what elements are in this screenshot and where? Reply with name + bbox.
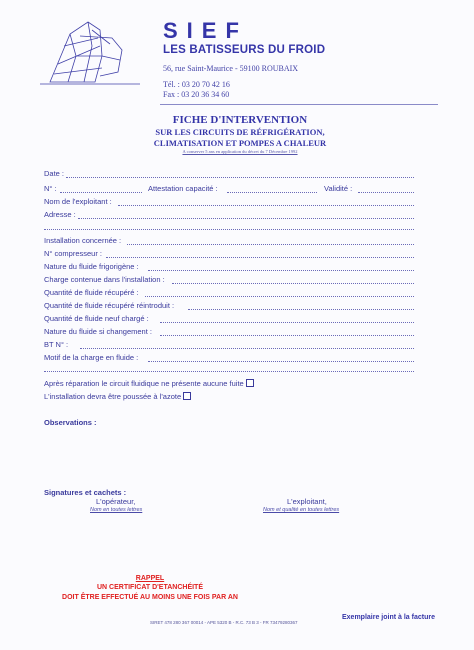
form-title-line2: CLIMATISATION ET POMPES A CHALEUR — [153, 138, 327, 148]
date-label: Date : — [44, 169, 65, 178]
azote-checkbox[interactable] — [183, 392, 191, 400]
fluide-neuf-label: Quantité de fluide neuf chargé : — [44, 314, 149, 323]
form-title: FICHE D'INTERVENTION — [172, 114, 308, 126]
installation-field[interactable] — [127, 244, 414, 245]
adresse-label: Adresse : — [44, 210, 76, 219]
rappel-title: RAPPEL — [135, 575, 165, 582]
fluide-reintroduit-field[interactable] — [188, 309, 414, 310]
company-fax: Fax : 03 20 36 34 60 — [163, 90, 230, 99]
bt-label: BT N° : — [44, 340, 69, 349]
exemplaire-note: Exemplaire joint à la facture — [342, 614, 435, 621]
motif-field-line2[interactable] — [44, 371, 414, 372]
company-registration: SIRET 478 280 367 00014 - APE 5320 B - R.C. 73 B 3 - FR 73479280367 — [150, 620, 298, 625]
numero-field[interactable] — [60, 192, 142, 193]
compresseur-field[interactable] — [106, 257, 414, 258]
adresse-field-line2[interactable] — [44, 229, 414, 230]
exploitant-sign-label: L'exploitant, — [287, 497, 327, 506]
fluide-changement-field[interactable] — [160, 335, 414, 336]
fluide-frigorigene-label: Nature du fluide frigorigène : — [44, 262, 139, 271]
fluide-reintroduit-label: Quantité de fluide récupéré réintroduit : — [44, 301, 175, 310]
attestation-label: Attestation capacité : — [148, 184, 218, 193]
adresse-field[interactable] — [78, 218, 414, 219]
fuite-checkbox[interactable] — [246, 379, 254, 387]
exploitant-sign-note: Nom et qualité en toutes lettres — [263, 507, 340, 513]
charge-label: Charge contenue dans l'installation : — [44, 275, 165, 284]
compresseur-label: N° compresseur : — [44, 249, 103, 258]
form-title-line1: SUR LES CIRCUITS DE RÉFRIGÉRATION, — [155, 127, 325, 137]
signatures-title: Signatures et cachets : — [44, 488, 127, 497]
fuite-check-label: Après réparation le circuit fluidique ne présente aucune fuite — [44, 379, 244, 388]
brand-title: SIEF — [163, 18, 248, 43]
azote-check-row — [44, 392, 191, 401]
operateur-label: L'opérateur, — [96, 497, 136, 506]
azote-check-label: L'installation devra être poussée à l'azote — [44, 392, 182, 401]
numero-label: N° : — [44, 184, 57, 193]
fluide-neuf-field[interactable] — [160, 322, 414, 323]
form-retention-note: A conserver 5 ans en application du décret du 7 Décembre 1992 — [182, 149, 298, 154]
fluide-recupere-field[interactable] — [145, 296, 414, 297]
refrigeration-circuit-logo — [40, 16, 140, 90]
fluide-frigorigene-field[interactable] — [148, 270, 414, 271]
fluide-changement-label: Nature du fluide si changement : — [44, 327, 152, 336]
rappel-line2: DOIT ÊTRE EFFECTUÉ AU MOINS UNE FOIS PAR AN — [62, 594, 238, 601]
fuite-check-row — [44, 379, 254, 388]
observations-label: Observations : — [44, 418, 97, 427]
installation-label: Installation concernée : — [44, 236, 122, 245]
exploitant-field[interactable] — [118, 205, 414, 206]
attestation-field[interactable] — [227, 192, 317, 193]
motif-label: Motif de la charge en fluide : — [44, 353, 139, 362]
charge-field[interactable] — [172, 283, 414, 284]
company-phone: Tél. : 03 20 70 42 16 — [163, 80, 230, 89]
fluide-recupere-label: Quantité de fluide récupéré : — [44, 288, 139, 297]
motif-field[interactable] — [148, 361, 414, 362]
header-divider — [160, 104, 438, 105]
rappel-line1: UN CERTIFICAT D'ETANCHÉITÉ — [96, 584, 203, 591]
validite-field[interactable] — [358, 192, 414, 193]
operateur-note: Nom en toutes lettres — [90, 507, 143, 513]
date-field[interactable] — [66, 177, 414, 178]
validite-label: Validité : — [324, 184, 353, 193]
bt-field[interactable] — [80, 348, 414, 349]
brand-subtitle: LES BATISSEURS DU FROID — [163, 44, 326, 56]
company-address: 56, rue Saint-Maurice - 59100 ROUBAIX — [163, 64, 299, 73]
exploitant-label: Nom de l'exploitant : — [44, 197, 112, 206]
